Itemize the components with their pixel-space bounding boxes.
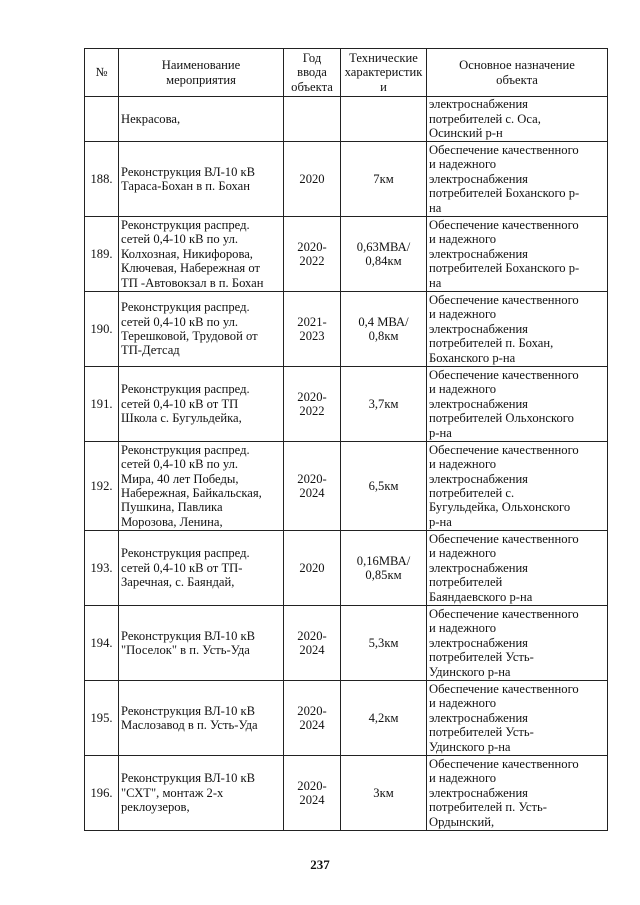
table-row [85,681,608,756]
cont-name: Некрасова, [119,97,284,142]
row-number: 193. [85,531,119,606]
header-tech: Технические характеристик и [341,49,427,97]
cont-tech [341,97,427,142]
row-name: Реконструкция ВЛ-10 кВ Маслозавод в п. Усть-Уда [119,681,284,756]
row-tech: 5,3км [341,606,427,681]
row-year: 2020- 2024 [284,606,341,681]
row-tech: 6,5км [341,442,427,531]
row-year: 2020- 2024 [284,442,341,531]
row-tech: 7км [341,142,427,217]
row-year: 2020- 2022 [284,367,341,442]
measures-table [84,48,608,831]
row-tech: 0,4 МВА/ 0,8км [341,292,427,367]
row-purpose: Обеспечение качественного и надежного электроснабжения потребителей Баяндаевского р-на [427,531,608,606]
table-row [85,142,608,217]
row-name: Реконструкция распред. сетей 0,4-10 кВ по ул. Колхозная, Никифорова, Ключевая, Набережная от ТП -Автовокзал в п. Бохан [119,217,284,292]
table-row [85,292,608,367]
row-name: Реконструкция ВЛ-10 кВ Тараса-Бохан в п. Бохан [119,142,284,217]
table-row [85,367,608,442]
row-name: Реконструкция распред. сетей 0,4-10 кВ от ТП Школа с. Бугульдейка, [119,367,284,442]
row-number: 191. [85,367,119,442]
row-name: Реконструкция распред. сетей 0,4-10 кВ по ул. Терешковой, Трудовой от ТП-Детсад [119,292,284,367]
row-year: 2020 [284,531,341,606]
row-tech: 4,2км [341,681,427,756]
row-number: 195. [85,681,119,756]
row-number: 196. [85,756,119,831]
page-number: 237 [310,857,330,872]
row-name: Реконструкция ВЛ-10 кВ "Поселок" в п. Усть-Уда [119,606,284,681]
row-number: 188. [85,142,119,217]
row-name: Реконструкция распред. сетей 0,4-10 кВ по ул. Мира, 40 лет Победы, Набережная, Байкальская, Пушкина, Павлика Морозова, Ленина, [119,442,284,531]
row-year: 2020- 2024 [284,681,341,756]
row-purpose: Обеспечение качественного и надежного электроснабжения потребителей с. Бугульдейка, Ольхонского р-на [427,442,608,531]
row-name: Реконструкция ВЛ-10 кВ "СХТ", монтаж 2-х реклоузеров, [119,756,284,831]
row-number: 190. [85,292,119,367]
cont-purpose: электроснабжения потребителей с. Оса, Осинский р-н [427,97,608,142]
row-year: 2020 [284,142,341,217]
row-tech: 3,7км [341,367,427,442]
row-purpose: Обеспечение качественного и надежного электроснабжения потребителей Усть- Удинского р-на [427,681,608,756]
header-year: Год ввода объекта [284,49,341,97]
row-purpose: Обеспечение качественного и надежного электроснабжения потребителей Боханского р- на [427,217,608,292]
row-year: 2020- 2022 [284,217,341,292]
header-num: № [85,49,119,97]
table-row [85,606,608,681]
row-purpose: Обеспечение качественного и надежного электроснабжения потребителей Боханского р- на [427,142,608,217]
cont-year [284,97,341,142]
table-row [85,531,608,606]
row-tech: 3км [341,756,427,831]
table-row [85,442,608,531]
row-purpose: Обеспечение качественного и надежного электроснабжения потребителей Усть- Удинского р-на [427,606,608,681]
header-name: Наименование мероприятия [119,49,284,97]
table-row [85,217,608,292]
header-row [85,49,608,97]
row-tech: 0,63МВА/ 0,84км [341,217,427,292]
cont-num [85,97,119,142]
row-name: Реконструкция распред. сетей 0,4-10 кВ от ТП- Заречная, с. Баяндай, [119,531,284,606]
continuation-row [85,97,608,142]
row-number: 194. [85,606,119,681]
row-year: 2021- 2023 [284,292,341,367]
row-purpose: Обеспечение качественного и надежного электроснабжения потребителей п. Усть- Ордынский, [427,756,608,831]
row-year: 2020- 2024 [284,756,341,831]
row-number: 192. [85,442,119,531]
row-tech: 0,16МВА/ 0,85км [341,531,427,606]
row-purpose: Обеспечение качественного и надежного электроснабжения потребителей п. Бохан, Боханского р-на [427,292,608,367]
table-row [85,756,608,831]
header-purpose: Основное назначение объекта [427,49,608,97]
row-number: 189. [85,217,119,292]
row-purpose: Обеспечение качественного и надежного электроснабжения потребителей Ольхонского р-на [427,367,608,442]
